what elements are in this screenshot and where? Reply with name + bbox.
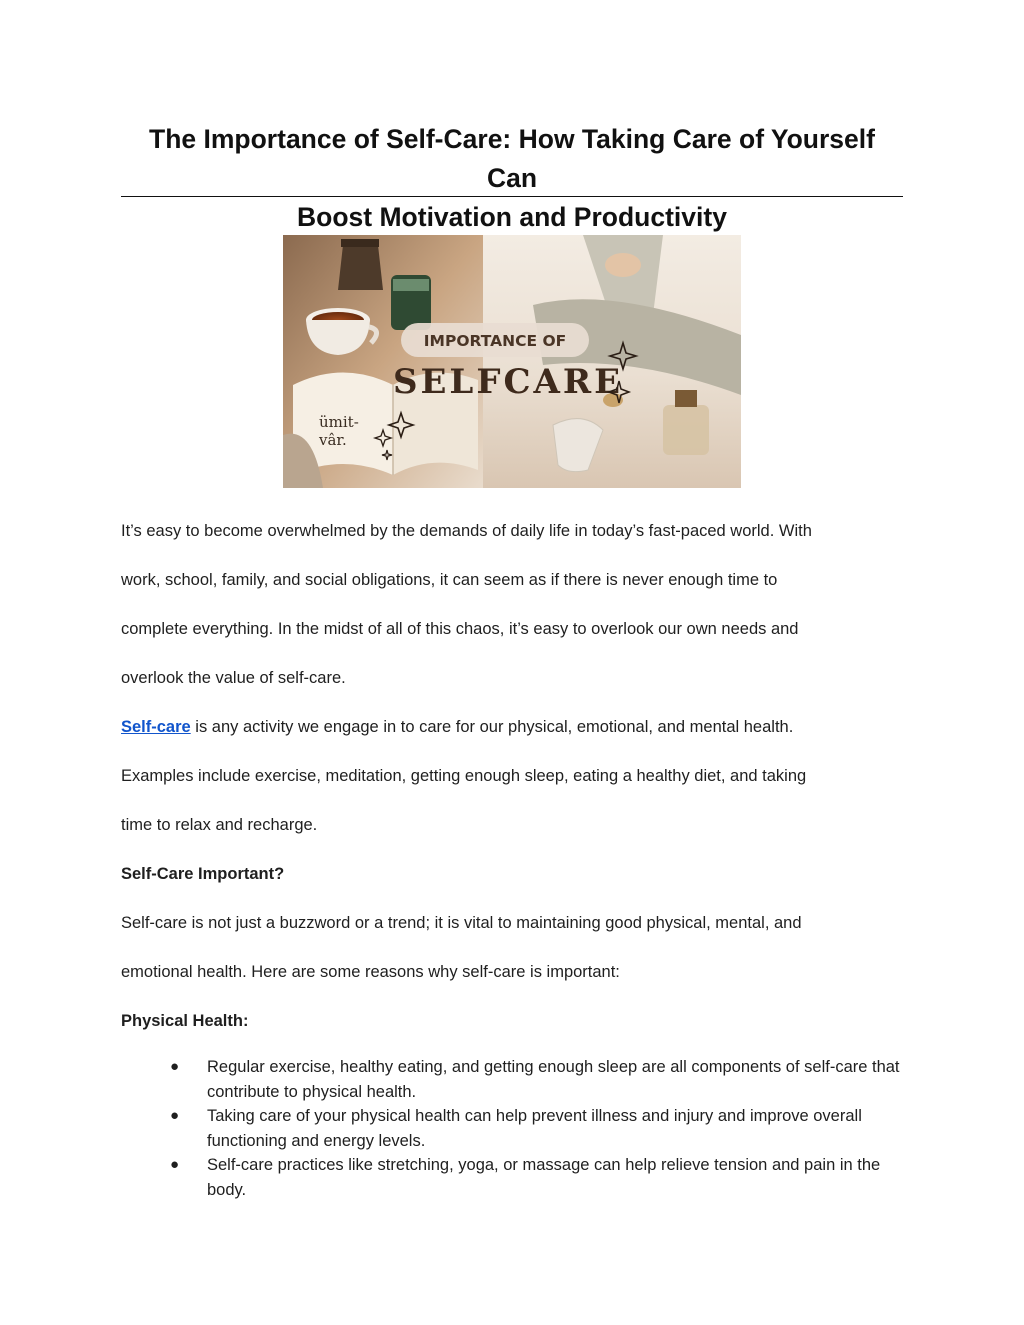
hero-text-line-1: IMPORTANCE OF [423,332,567,350]
bullet-icon: ● [170,1058,180,1075]
list-item-text: Self-care practices like stretching, yoga, or massage can help relieve tension and pain in the body. [207,1156,881,1199]
page-title [121,120,903,237]
importance-line-2: emotional health. Here are some reasons why self-care is important: [121,963,620,981]
importance-line-1: Self-care is not just a buzzword or a trend; it is vital to maintaining good physical, mental, and [121,914,802,932]
selfcare-definition-line-1 [121,715,911,739]
hero-text-line-2: SELFCARE [392,362,624,402]
intro-line-3: complete everything. In the midst of all of this chaos, it’s easy to overlook our own needs and [121,620,799,638]
bullet-icon: ● [170,1156,180,1173]
list-item-text: Regular exercise, healthy eating, and getting enough sleep are all components of self-care that contribute to physical health. [207,1058,900,1101]
selfcare-definition-line-3: time to relax and recharge. [121,816,318,834]
selfcare-definition-text: is any activity we engage in to care for our physical, emotional, and mental health. [190,718,794,736]
section-heading-physical-health: Physical Health: [121,1012,249,1030]
title-line-2: Boost Motivation and Productivity [297,202,727,232]
intro-line-4: overlook the value of self-care. [121,669,346,687]
svg-text:vâr.: vâr. [319,431,347,449]
list-item-text: Taking care of your physical health can help prevent illness and injury and improve overall functioning and energy levels. [207,1107,862,1150]
hero-image [283,235,741,488]
title-underline [121,196,903,197]
hero-image-illustration [283,235,741,488]
intro-line-2: work, school, family, and social obligations, it can seem as if there is never enough time to [121,571,778,589]
selfcare-definition-line-2: Examples include exercise, meditation, getting enough sleep, eating a healthy diet, and taking [121,767,807,785]
selfcare-link[interactable]: Self-care [121,718,191,736]
svg-text:ümit-: ümit- [319,413,359,431]
bullet-icon: ● [170,1107,180,1124]
title-line-1: The Importance of Self-Care: How Taking Care of Yourself Can [149,124,875,193]
intro-line-1: It’s easy to become overwhelmed by the demands of daily life in today’s fast-paced world. With [121,522,812,540]
section-heading-importance: Self-Care Important? [121,865,285,883]
